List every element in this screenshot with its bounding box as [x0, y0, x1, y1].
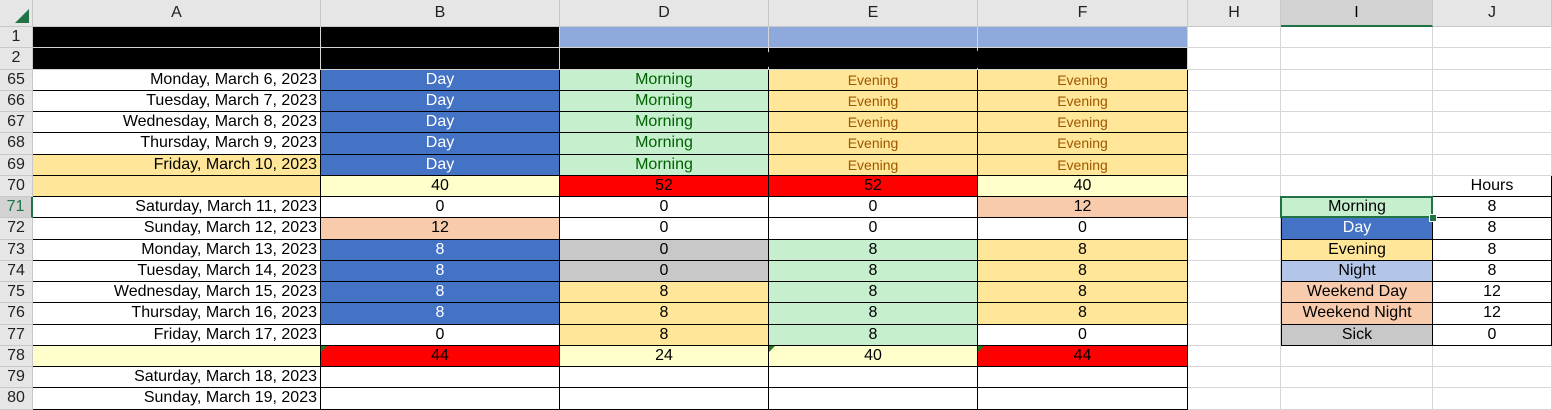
row-header-69[interactable]: 69 [0, 155, 33, 176]
cell-e73[interactable]: 8 [769, 240, 978, 261]
cell-d67[interactable]: Morning [560, 112, 769, 133]
cell-b70[interactable]: 40 [321, 176, 560, 197]
row-header-80[interactable]: 80 [0, 388, 33, 409]
cell-e1[interactable] [769, 27, 978, 48]
row-header-70[interactable]: 70 [0, 176, 33, 197]
cell-h73[interactable] [1188, 240, 1281, 261]
row-header-79[interactable]: 79 [0, 367, 33, 388]
cell-b72[interactable]: 12 [321, 218, 560, 239]
cell-b1[interactable] [321, 27, 560, 48]
cell-d65[interactable]: Morning [560, 70, 769, 91]
row-header-2[interactable]: 2 [0, 48, 33, 69]
cell-f75[interactable]: 8 [978, 282, 1188, 303]
select-all-corner[interactable] [0, 0, 33, 27]
cell-f1[interactable] [978, 27, 1188, 48]
cell-j71[interactable]: 8 [1433, 197, 1552, 218]
fill-handle[interactable] [1429, 214, 1437, 222]
cell-i74[interactable]: Night [1281, 261, 1433, 282]
redaction-mark [765, 50, 875, 68]
column-header-a[interactable]: A [33, 0, 321, 27]
column-header-f[interactable]: F [978, 0, 1188, 27]
cell-b69[interactable]: Day [321, 155, 560, 176]
cell-h68[interactable] [1188, 133, 1281, 154]
row-header-67[interactable]: 67 [0, 112, 33, 133]
cell-b71[interactable]: 0 [321, 197, 560, 218]
cell-h78[interactable] [1188, 346, 1281, 367]
row-header-72[interactable]: 72 [0, 218, 33, 239]
cell-d68[interactable]: Morning [560, 133, 769, 154]
cell-b67[interactable]: Day [321, 112, 560, 133]
column-header-b[interactable]: B [321, 0, 560, 27]
cell-a77[interactable]: Friday, March 17, 2023 [33, 325, 321, 346]
cell-e79[interactable] [769, 367, 978, 388]
cell-i75[interactable]: Weekend Day [1281, 282, 1433, 303]
cell-h65[interactable] [1188, 70, 1281, 91]
cell-b68[interactable]: Day [321, 133, 560, 154]
cell-f72[interactable]: 0 [978, 218, 1188, 239]
cell-b75[interactable]: 8 [321, 282, 560, 303]
cell-a68[interactable]: Thursday, March 9, 2023 [33, 133, 321, 154]
cell-e69[interactable]: Evening [769, 155, 978, 176]
cell-e65[interactable]: Evening [769, 70, 978, 91]
cell-a65[interactable]: Monday, March 6, 2023 [33, 70, 321, 91]
cell-j77[interactable]: 0 [1433, 325, 1552, 346]
cell-e77[interactable]: 8 [769, 325, 978, 346]
cell-d73[interactable]: 0 [560, 240, 769, 261]
cell-i65[interactable] [1281, 70, 1433, 91]
cell-f79[interactable] [978, 367, 1188, 388]
cell-i78[interactable] [1281, 346, 1433, 367]
cell-a76[interactable]: Thursday, March 16, 2023 [33, 303, 321, 324]
cell-f65[interactable]: Evening [978, 70, 1188, 91]
row-header-75[interactable]: 75 [0, 282, 33, 303]
cell-b65[interactable]: Day [321, 70, 560, 91]
cell-j70[interactable]: Hours [1433, 176, 1552, 197]
cell-j75[interactable]: 12 [1433, 282, 1552, 303]
cell-j1[interactable] [1433, 27, 1552, 48]
cell-f80[interactable] [978, 388, 1188, 409]
cell-b79[interactable] [321, 367, 560, 388]
cell-h70[interactable] [1188, 176, 1281, 197]
cell-a73[interactable]: Monday, March 13, 2023 [33, 240, 321, 261]
cell-j78[interactable] [1433, 346, 1552, 367]
cell-a74[interactable]: Tuesday, March 14, 2023 [33, 261, 321, 282]
cell-e76[interactable]: 8 [769, 303, 978, 324]
cell-b73[interactable]: 8 [321, 240, 560, 261]
cell-f67[interactable]: Evening [978, 112, 1188, 133]
cell-i2[interactable] [1281, 48, 1433, 69]
cell-j76[interactable]: 12 [1433, 303, 1552, 324]
cell-e67[interactable]: Evening [769, 112, 978, 133]
cell-i70[interactable] [1281, 176, 1433, 197]
cell-f69[interactable]: Evening [978, 155, 1188, 176]
cell-a80[interactable]: Sunday, March 19, 2023 [33, 388, 321, 409]
cell-d72[interactable]: 0 [560, 218, 769, 239]
cell-d80[interactable] [560, 388, 769, 409]
cell-i71[interactable]: Morning [1281, 197, 1433, 218]
cell-e68[interactable]: Evening [769, 133, 978, 154]
cell-a78[interactable] [33, 346, 321, 367]
cell-d69[interactable]: Morning [560, 155, 769, 176]
cell-j80[interactable] [1433, 388, 1552, 409]
cell-e66[interactable]: Evening [769, 91, 978, 112]
cell-d66[interactable]: Morning [560, 91, 769, 112]
redaction-mark [418, 50, 470, 68]
error-indicator-icon [978, 346, 984, 352]
cell-h72[interactable] [1188, 218, 1281, 239]
cell-d75[interactable]: 8 [560, 282, 769, 303]
cell-h66[interactable] [1188, 91, 1281, 112]
cell-a71[interactable]: Saturday, March 11, 2023 [33, 197, 321, 218]
cell-d70[interactable]: 52 [560, 176, 769, 197]
cell-d78[interactable]: 24 [560, 346, 769, 367]
cell-f71[interactable]: 12 [978, 197, 1188, 218]
redaction-mark [972, 50, 1060, 68]
cell-j68[interactable] [1433, 133, 1552, 154]
row-header-77[interactable]: 77 [0, 325, 33, 346]
cell-h71[interactable] [1188, 197, 1281, 218]
column-header-j[interactable]: J [1433, 0, 1552, 27]
cell-d79[interactable] [560, 367, 769, 388]
cell-j66[interactable] [1433, 91, 1552, 112]
cell-i80[interactable] [1281, 388, 1433, 409]
cell-i79[interactable] [1281, 367, 1433, 388]
cell-j79[interactable] [1433, 367, 1552, 388]
cell-e78[interactable]: 40 [769, 346, 978, 367]
cell-f77[interactable]: 0 [978, 325, 1188, 346]
cell-e72[interactable]: 0 [769, 218, 978, 239]
redaction-mark [560, 50, 618, 68]
cell-a79[interactable]: Saturday, March 18, 2023 [33, 367, 321, 388]
cell-a70[interactable] [33, 176, 321, 197]
error-indicator-icon [769, 346, 775, 352]
cell-b66[interactable]: Day [321, 91, 560, 112]
row-header-76[interactable]: 76 [0, 303, 33, 324]
select-all-triangle-icon [15, 9, 29, 23]
cell-i72[interactable]: Day [1281, 218, 1433, 239]
cell-i68[interactable] [1281, 133, 1433, 154]
cell-f66[interactable]: Evening [978, 91, 1188, 112]
column-header-d[interactable]: D [560, 0, 769, 27]
cell-i73[interactable]: Evening [1281, 240, 1433, 261]
cell-i66[interactable] [1281, 91, 1433, 112]
cell-e75[interactable]: 8 [769, 282, 978, 303]
cell-i77[interactable]: Sick [1281, 325, 1433, 346]
cell-h2[interactable] [1188, 48, 1281, 69]
cell-b80[interactable] [321, 388, 560, 409]
cell-d74[interactable]: 0 [560, 261, 769, 282]
cell-e71[interactable]: 0 [769, 197, 978, 218]
cell-d71[interactable]: 0 [560, 197, 769, 218]
cell-h74[interactable] [1188, 261, 1281, 282]
error-indicator-icon [321, 346, 327, 352]
cell-j74[interactable]: 8 [1433, 261, 1552, 282]
cell-j67[interactable] [1433, 112, 1552, 133]
cell-a66[interactable]: Tuesday, March 7, 2023 [33, 91, 321, 112]
column-header-i[interactable]: I [1281, 0, 1433, 27]
cell-a1[interactable] [33, 27, 321, 48]
cell-b76[interactable]: 8 [321, 303, 560, 324]
cell-b78[interactable]: 44 [321, 346, 560, 367]
cell-b74[interactable]: 8 [321, 261, 560, 282]
cell-h79[interactable] [1188, 367, 1281, 388]
cell-h67[interactable] [1188, 112, 1281, 133]
row-header-74[interactable]: 74 [0, 261, 33, 282]
row-header-66[interactable]: 66 [0, 91, 33, 112]
cell-d1[interactable] [560, 27, 769, 48]
cell-h76[interactable] [1188, 303, 1281, 324]
row-header-1[interactable]: 1 [0, 27, 33, 48]
cell-f70[interactable]: 40 [978, 176, 1188, 197]
row-header-68[interactable]: 68 [0, 133, 33, 154]
cell-i67[interactable] [1281, 112, 1433, 133]
cell-e74[interactable]: 8 [769, 261, 978, 282]
cell-a75[interactable]: Wednesday, March 15, 2023 [33, 282, 321, 303]
cell-h75[interactable] [1188, 282, 1281, 303]
cell-f76[interactable]: 8 [978, 303, 1188, 324]
cell-d77[interactable]: 8 [560, 325, 769, 346]
cell-j65[interactable] [1433, 70, 1552, 91]
cell-i76[interactable]: Weekend Night [1281, 303, 1433, 324]
row-header-71[interactable]: 71 [0, 197, 33, 218]
row-header-65[interactable]: 65 [0, 70, 33, 91]
cell-e70[interactable]: 52 [769, 176, 978, 197]
cell-b77[interactable]: 0 [321, 325, 560, 346]
cell-a67[interactable]: Wednesday, March 8, 2023 [33, 112, 321, 133]
cell-a72[interactable]: Sunday, March 12, 2023 [33, 218, 321, 239]
cell-i69[interactable] [1281, 155, 1433, 176]
cell-f68[interactable]: Evening [978, 133, 1188, 154]
cell-j72[interactable]: 8 [1433, 218, 1552, 239]
cell-j2[interactable] [1433, 48, 1552, 69]
cell-h80[interactable] [1188, 388, 1281, 409]
cell-h69[interactable] [1188, 155, 1281, 176]
cell-h77[interactable] [1188, 325, 1281, 346]
cell-f78[interactable]: 44 [978, 346, 1188, 367]
column-header-e[interactable]: E [769, 0, 978, 27]
row-header-78[interactable]: 78 [0, 346, 33, 367]
column-header-h[interactable]: H [1188, 0, 1281, 27]
cell-j69[interactable] [1433, 155, 1552, 176]
cell-a2[interactable]: Date [33, 48, 321, 69]
cell-h1[interactable] [1188, 27, 1281, 48]
cell-i1[interactable] [1281, 27, 1433, 48]
cell-d76[interactable]: 8 [560, 303, 769, 324]
cell-f74[interactable]: 8 [978, 261, 1188, 282]
row-header-73[interactable]: 73 [0, 240, 33, 261]
cell-a69[interactable]: Friday, March 10, 2023 [33, 155, 321, 176]
cell-j73[interactable]: 8 [1433, 240, 1552, 261]
cell-f73[interactable]: 8 [978, 240, 1188, 261]
cell-e80[interactable] [769, 388, 978, 409]
